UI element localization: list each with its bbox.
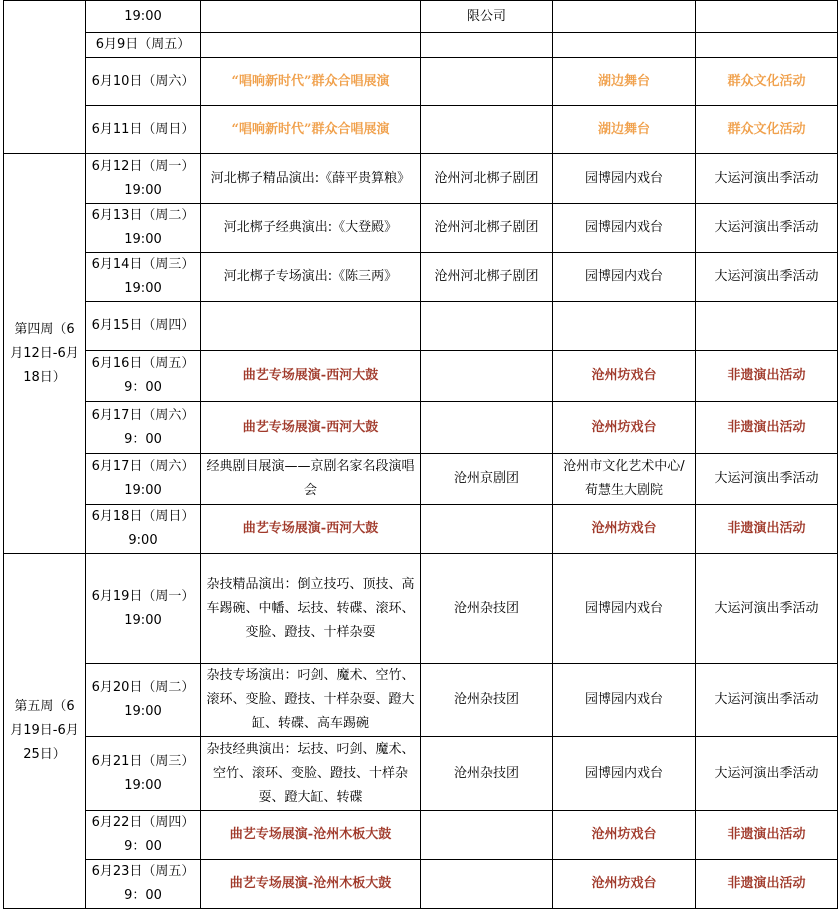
week-cell-blank — [4, 1, 86, 154]
program-cell: 曲艺专场展演-沧州木板大鼓 — [201, 811, 421, 860]
table-row — [4, 302, 838, 351]
date-cell: 6月13日（周二）19:00 — [86, 204, 201, 253]
program-cell: 河北梆子经典演出:《大登殿》 — [201, 204, 421, 253]
table-row — [4, 58, 838, 106]
troupe-cell: 沧州河北梆子剧团 — [421, 204, 553, 253]
table-row — [4, 860, 838, 909]
date-cell: 6月15日（周四） — [86, 302, 201, 351]
program-cell: 河北梆子专场演出:《陈三两》 — [201, 253, 421, 302]
program-cell: 河北梆子精品演出:《薛平贵算粮》 — [201, 154, 421, 204]
week-label: 第四周（6月12日-6月18日） — [4, 154, 86, 554]
program-cell: 杂技专场演出：叼剑、魔术、空竹、滚环、变脸、蹬技、十样杂耍、蹬大缸、转碟、高车踢碗 — [201, 664, 421, 737]
date-cell: 19:00 — [86, 1, 201, 33]
venue-cell: 沧州市文化艺术中心/荀慧生大剧院 — [553, 454, 696, 505]
category-cell: 群众文化活动 — [696, 58, 838, 106]
troupe-cell: 沧州杂技团 — [421, 664, 553, 737]
date-cell: 6月17日（周六）9：00 — [86, 402, 201, 454]
table-row — [4, 554, 838, 664]
venue-cell — [553, 302, 696, 351]
venue-cell: 湖边舞台 — [553, 58, 696, 106]
category-cell: 非遗演出活动 — [696, 505, 838, 554]
venue-cell: 沧州坊戏台 — [553, 860, 696, 909]
troupe-cell — [421, 33, 553, 58]
program-cell — [201, 302, 421, 351]
table-row — [4, 505, 838, 554]
table-row — [4, 204, 838, 253]
venue-cell: 园博园内戏台 — [553, 204, 696, 253]
category-cell: 非遗演出活动 — [696, 811, 838, 860]
venue-cell: 园博园内戏台 — [553, 253, 696, 302]
troupe-cell: 沧州河北梆子剧团 — [421, 154, 553, 204]
date-cell: 6月20日（周二）19:00 — [86, 664, 201, 737]
category-cell: 大运河演出季活动 — [696, 664, 838, 737]
venue-cell: 园博园内戏台 — [553, 154, 696, 204]
troupe-cell: 沧州河北梆子剧团 — [421, 253, 553, 302]
troupe-cell: 沧州杂技团 — [421, 554, 553, 664]
table-row — [4, 1, 838, 33]
program-cell: “唱响新时代”群众合唱展演 — [201, 58, 421, 106]
category-cell — [696, 302, 838, 351]
troupe-cell — [421, 811, 553, 860]
table-row — [4, 402, 838, 454]
date-cell: 6月19日（周一）19:00 — [86, 554, 201, 664]
troupe-cell — [421, 302, 553, 351]
venue-cell: 湖边舞台 — [553, 106, 696, 154]
category-cell — [696, 1, 838, 33]
category-cell: 大运河演出季活动 — [696, 454, 838, 505]
date-cell: 6月22日（周四）9：00 — [86, 811, 201, 860]
category-cell: 大运河演出季活动 — [696, 204, 838, 253]
venue-cell: 园博园内戏台 — [553, 737, 696, 811]
program-cell: 曲艺专场展演-西河大鼓 — [201, 505, 421, 554]
category-cell: 大运河演出季活动 — [696, 253, 838, 302]
troupe-cell: 限公司 — [421, 1, 553, 33]
date-cell: 6月9日（周五） — [86, 33, 201, 58]
table-row — [4, 811, 838, 860]
category-cell: 非遗演出活动 — [696, 402, 838, 454]
date-cell: 6月18日（周日）9:00 — [86, 505, 201, 554]
program-cell: 杂技精品演出：倒立技巧、顶技、高车踢碗、中幡、坛技、转碟、滚环、变脸、蹬技、十样杂耍 — [201, 554, 421, 664]
date-cell: 6月23日（周五）9：00 — [86, 860, 201, 909]
category-cell: 群众文化活动 — [696, 106, 838, 154]
category-cell — [696, 33, 838, 58]
venue-cell — [553, 33, 696, 58]
table-row — [4, 154, 838, 204]
program-cell: 经典剧目展演——京剧名家名段演唱会 — [201, 454, 421, 505]
program-cell — [201, 33, 421, 58]
program-cell: 曲艺专场展演-西河大鼓 — [201, 402, 421, 454]
category-cell: 大运河演出季活动 — [696, 154, 838, 204]
venue-cell: 园博园内戏台 — [553, 554, 696, 664]
troupe-cell — [421, 351, 553, 402]
date-cell: 6月11日（周日） — [86, 106, 201, 154]
venue-cell: 沧州坊戏台 — [553, 402, 696, 454]
venue-cell: 园博园内戏台 — [553, 664, 696, 737]
date-cell: 6月12日（周一）19:00 — [86, 154, 201, 204]
table-row — [4, 33, 838, 58]
troupe-cell: 沧州杂技团 — [421, 737, 553, 811]
category-cell: 非遗演出活动 — [696, 860, 838, 909]
venue-cell — [553, 1, 696, 33]
date-cell: 6月16日（周五）9：00 — [86, 351, 201, 402]
venue-cell: 沧州坊戏台 — [553, 351, 696, 402]
venue-cell: 沧州坊戏台 — [553, 505, 696, 554]
date-cell: 6月21日（周三）19:00 — [86, 737, 201, 811]
date-cell: 6月10日（周六） — [86, 58, 201, 106]
troupe-cell — [421, 106, 553, 154]
category-cell: 大运河演出季活动 — [696, 737, 838, 811]
troupe-cell — [421, 402, 553, 454]
category-cell: 非遗演出活动 — [696, 351, 838, 402]
table-row — [4, 351, 838, 402]
program-cell: 曲艺专场展演-西河大鼓 — [201, 351, 421, 402]
table-row — [4, 664, 838, 737]
troupe-cell — [421, 58, 553, 106]
troupe-cell — [421, 860, 553, 909]
date-cell: 6月17日（周六）19:00 — [86, 454, 201, 505]
table-row — [4, 253, 838, 302]
table-row — [4, 454, 838, 505]
program-cell: 曲艺专场展演-沧州木板大鼓 — [201, 860, 421, 909]
program-cell: 杂技经典演出：坛技、叼剑、魔术、空竹、滚环、变脸、蹬技、十样杂耍、蹬大缸、转碟 — [201, 737, 421, 811]
venue-cell: 沧州坊戏台 — [553, 811, 696, 860]
category-cell: 大运河演出季活动 — [696, 554, 838, 664]
table-row — [4, 106, 838, 154]
table-row — [4, 737, 838, 811]
date-cell: 6月14日（周三）19:00 — [86, 253, 201, 302]
week-label: 第五周（6月19日-6月25日） — [4, 554, 86, 909]
program-cell: “唱响新时代”群众合唱展演 — [201, 106, 421, 154]
program-cell — [201, 1, 421, 33]
troupe-cell — [421, 505, 553, 554]
troupe-cell: 沧州京剧团 — [421, 454, 553, 505]
schedule-table — [3, 0, 838, 909]
